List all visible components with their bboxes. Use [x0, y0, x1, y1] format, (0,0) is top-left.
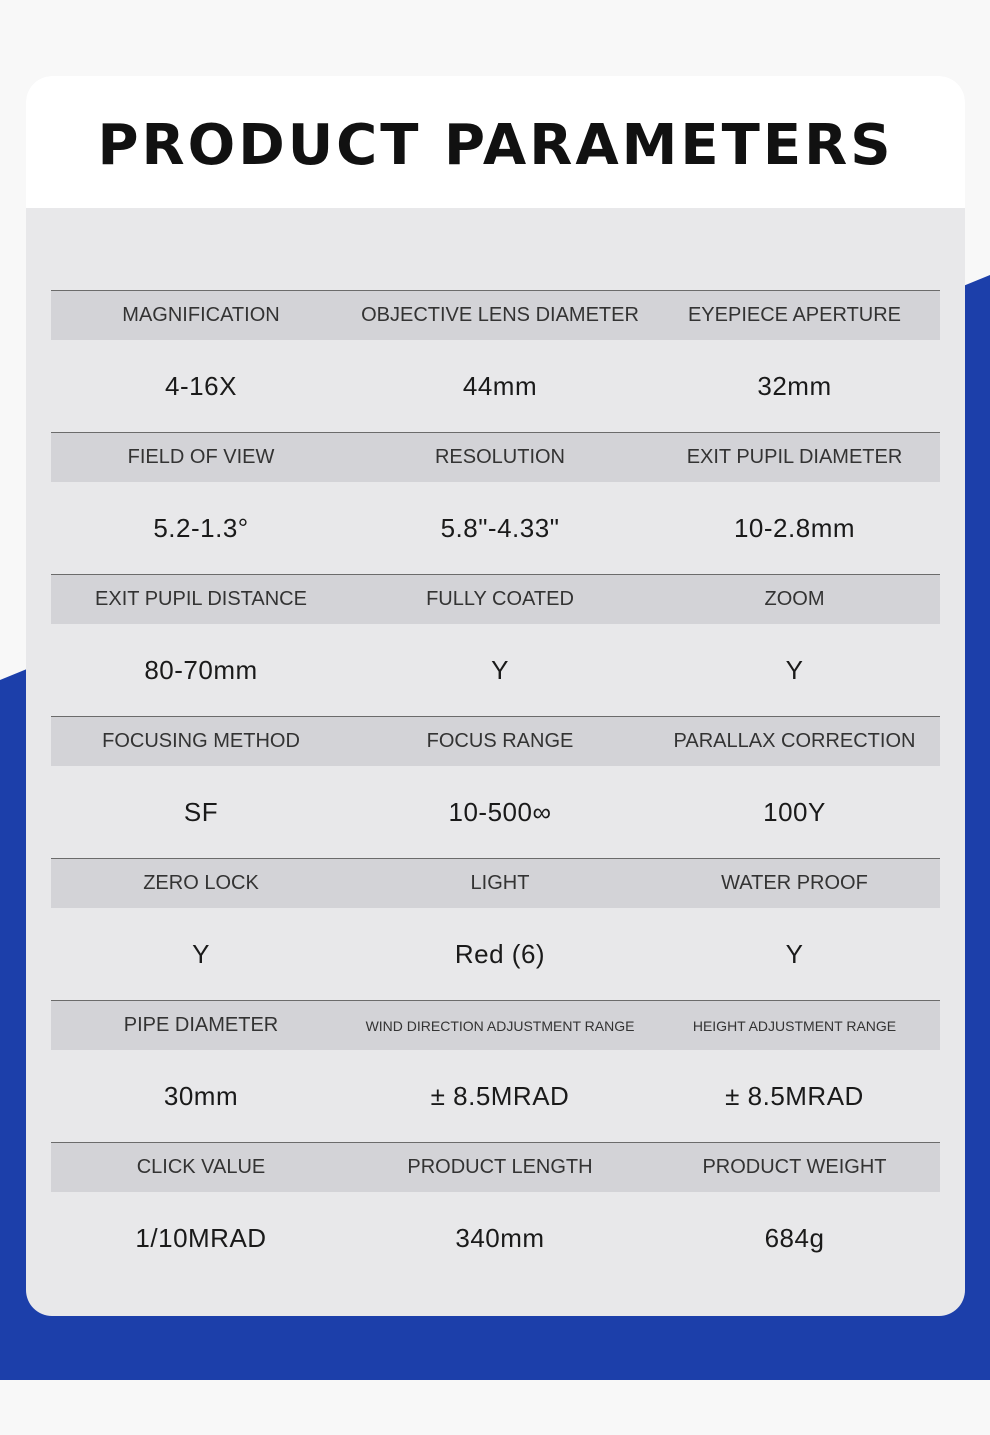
param-label: FIELD OF VIEW [127, 446, 275, 468]
param-value: Y [785, 654, 804, 685]
param-value: Y [491, 654, 509, 685]
param-group [51, 716, 940, 858]
label-row [51, 291, 940, 340]
param-group [51, 858, 940, 1000]
param-value: 44mm [462, 370, 538, 401]
param-value: 32mm [757, 370, 832, 401]
param-value: ± 8.5MRAD [725, 1080, 864, 1111]
param-label: FULLY COATED [426, 588, 574, 610]
param-value: 80-70mm [144, 654, 258, 685]
param-label: PRODUCT WEIGHT [702, 1156, 887, 1178]
param-value: Y [785, 938, 804, 969]
param-label: CLICK VALUE [136, 1156, 266, 1178]
label-row [51, 1001, 940, 1050]
param-label: PRODUCT LENGTH [407, 1156, 593, 1178]
param-group [51, 290, 940, 432]
param-label: HEIGHT ADJUSTMENT RANGE [692, 1017, 897, 1034]
parameters-card [26, 76, 965, 1316]
param-label: PIPE DIAMETER [123, 1014, 279, 1036]
param-group [51, 574, 940, 716]
param-value: ± 8.5MRAD [430, 1080, 570, 1111]
param-label: EXIT PUPIL DISTANCE [95, 588, 307, 610]
param-label: EXIT PUPIL DIAMETER [686, 446, 903, 468]
param-value: 5.2-1.3° [153, 512, 249, 543]
value-row [51, 908, 940, 1000]
label-row [51, 433, 940, 482]
param-label: WATER PROOF [721, 872, 868, 894]
value-row [51, 1192, 940, 1284]
param-value: 1/10MRAD [135, 1222, 267, 1253]
value-row [51, 624, 940, 716]
label-row [51, 1143, 940, 1192]
param-value: Red (6) [454, 938, 546, 969]
param-value: Y [192, 938, 210, 969]
param-label: ZOOM [764, 588, 825, 610]
label-row [51, 575, 940, 624]
param-value: 5.8"-4.33" [440, 512, 560, 543]
param-value: 30mm [163, 1080, 239, 1111]
card-header [26, 76, 965, 208]
param-value: 4-16X [165, 370, 237, 401]
param-label: FOCUS RANGE [426, 730, 574, 752]
param-label: WIND DIRECTION ADJUSTMENT RANGE [365, 1017, 635, 1034]
param-label: ZERO LOCK [143, 872, 259, 894]
param-value: SF [183, 796, 219, 827]
param-label: EYEPIECE APERTURE [687, 304, 902, 326]
param-label: RESOLUTION [434, 446, 566, 468]
value-row [51, 1050, 940, 1142]
param-value: 10-2.8mm [733, 512, 856, 543]
value-row [51, 482, 940, 574]
param-label: PARALLAX CORRECTION [673, 730, 916, 752]
value-row [51, 766, 940, 858]
param-value: 100Y [763, 796, 826, 827]
param-label: FOCUSING METHOD [102, 730, 300, 752]
param-label: MAGNIFICATION [122, 304, 280, 326]
label-row [51, 717, 940, 766]
param-value: 684g [764, 1222, 825, 1253]
value-row [51, 340, 940, 432]
param-value: 340mm [455, 1222, 545, 1253]
param-group [51, 1000, 940, 1142]
param-value: 10-500∞ [448, 796, 552, 827]
page-title: PRODUCT PARAMETERS [97, 112, 894, 178]
parameters-table [51, 290, 940, 1284]
param-label: OBJECTIVE LENS DIAMETER [361, 304, 639, 326]
param-label: LIGHT [470, 872, 530, 894]
param-group [51, 432, 940, 574]
label-row [51, 859, 940, 908]
param-group [51, 1142, 940, 1284]
